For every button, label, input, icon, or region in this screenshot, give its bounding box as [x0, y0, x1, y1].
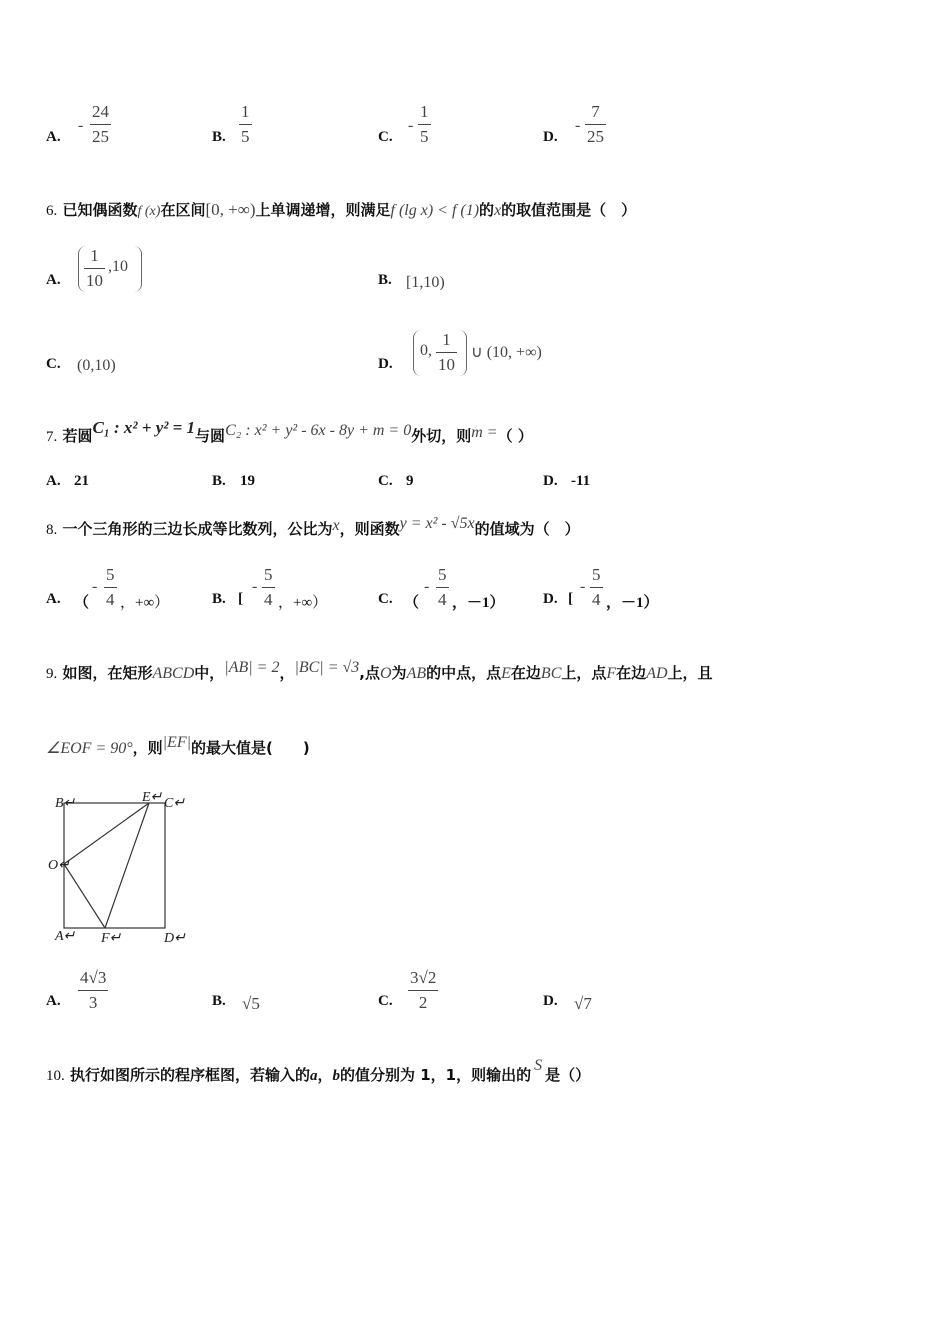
option-text: 9	[406, 473, 414, 489]
question-10-stem: 10. 执行如图所示的程序框图，若输入的a，b的值分别为 1，1，则输出的S是（）	[46, 1057, 591, 1084]
question-number: 7.	[46, 429, 58, 445]
option-label[interactable]: A.	[46, 591, 61, 607]
point-label-o: O↵	[48, 858, 70, 873]
option-text: -11	[571, 473, 591, 489]
option-text: ∪ (10, +∞)	[471, 344, 542, 361]
rectangle-figure	[45, 785, 195, 950]
option-label[interactable]: B.	[212, 473, 226, 489]
question-7-stem: 7. 若圆C₁ : x² + y² = 1与圆C₂ : x² + y² - 6x - 8y + m = 0外切，则m =（ ）	[46, 418, 533, 445]
option-label[interactable]: B.	[212, 129, 226, 145]
option-label[interactable]: D.	[543, 993, 558, 1009]
option-label[interactable]: A.	[46, 129, 61, 145]
option-label[interactable]: C.	[378, 993, 393, 1009]
option-label[interactable]: A.	[46, 473, 61, 489]
fraction: 1 10	[86, 246, 103, 290]
question-9-stem-line1: 9. 如图，在矩形ABCD中，|AB| = 2，|BC| = √3,点O为AB的中点，点E在边BC上，点F在边AD上，且	[46, 659, 713, 682]
minus-sign: -	[78, 117, 84, 134]
fraction: 5 4	[438, 565, 447, 609]
option-label[interactable]: C.	[378, 591, 393, 607]
point-label-a: A↵	[55, 929, 76, 944]
minus-sign: -	[575, 117, 581, 134]
option-label[interactable]: C.	[46, 356, 61, 372]
fraction: 7 25	[587, 102, 604, 146]
fraction: 5 4	[592, 565, 601, 609]
option-label[interactable]: D.	[543, 473, 558, 489]
option-label[interactable]: C.	[378, 129, 393, 145]
option-text: 21	[74, 473, 89, 489]
option-label[interactable]: B.	[378, 272, 392, 288]
minus-sign: -	[408, 117, 414, 134]
option-label[interactable]: B.	[212, 993, 226, 1009]
fraction: 1 10	[438, 330, 455, 374]
question-number: 8.	[46, 522, 58, 538]
point-label-e: E↵	[142, 790, 163, 805]
rectangle-abcd	[64, 803, 165, 928]
fraction: 1 5	[420, 102, 429, 146]
option-text: 0,	[420, 342, 432, 359]
point-label-c: C↵	[164, 796, 186, 811]
segment-ef	[105, 803, 149, 928]
option-text: √5	[242, 994, 260, 1013]
segment-oe	[64, 803, 149, 864]
fraction: 24 25	[92, 102, 109, 146]
option-text: [1,10)	[406, 274, 445, 291]
segment-of	[64, 864, 105, 928]
question-number: 10.	[46, 1068, 65, 1084]
option-text: √7	[574, 994, 592, 1013]
point-label-d: D↵	[164, 931, 186, 946]
fraction: 3√2 2	[410, 968, 437, 1012]
fraction: 5 4	[264, 565, 273, 609]
point-label-b: B↵	[55, 796, 76, 811]
point-label-f: F↵	[101, 931, 122, 946]
fraction: 5 4	[106, 565, 115, 609]
option-label[interactable]: A.	[46, 272, 61, 288]
question-number: 9.	[46, 666, 58, 682]
option-label[interactable]: A.	[46, 993, 61, 1009]
option-label[interactable]: C.	[378, 473, 393, 489]
question-9-stem-line2: ∠EOF = 90°，则|EF|的最大值是( )	[46, 734, 310, 757]
option-label[interactable]: D.	[543, 591, 558, 607]
option-text: ,10	[108, 258, 128, 275]
option-text: (0,10)	[77, 357, 116, 374]
fraction: 4√3 3	[80, 968, 107, 1012]
option-label[interactable]: D.	[378, 356, 393, 372]
question-6-stem: 6. 已知偶函数f (x)在区间[0, +∞)上单调递增，则满足f (lg x) < f (1)的x的取值范围是（ ）	[46, 200, 637, 219]
question-number: 6.	[46, 203, 58, 219]
option-label[interactable]: B.	[212, 591, 226, 607]
question-8-stem: 8. 一个三角形的三边长成等比数列，公比为x，则函数y = x² - √5x的值域为（ ）	[46, 515, 580, 538]
fraction: 1 5	[241, 102, 250, 146]
option-label[interactable]: D.	[543, 129, 558, 145]
option-text: 19	[240, 473, 255, 489]
